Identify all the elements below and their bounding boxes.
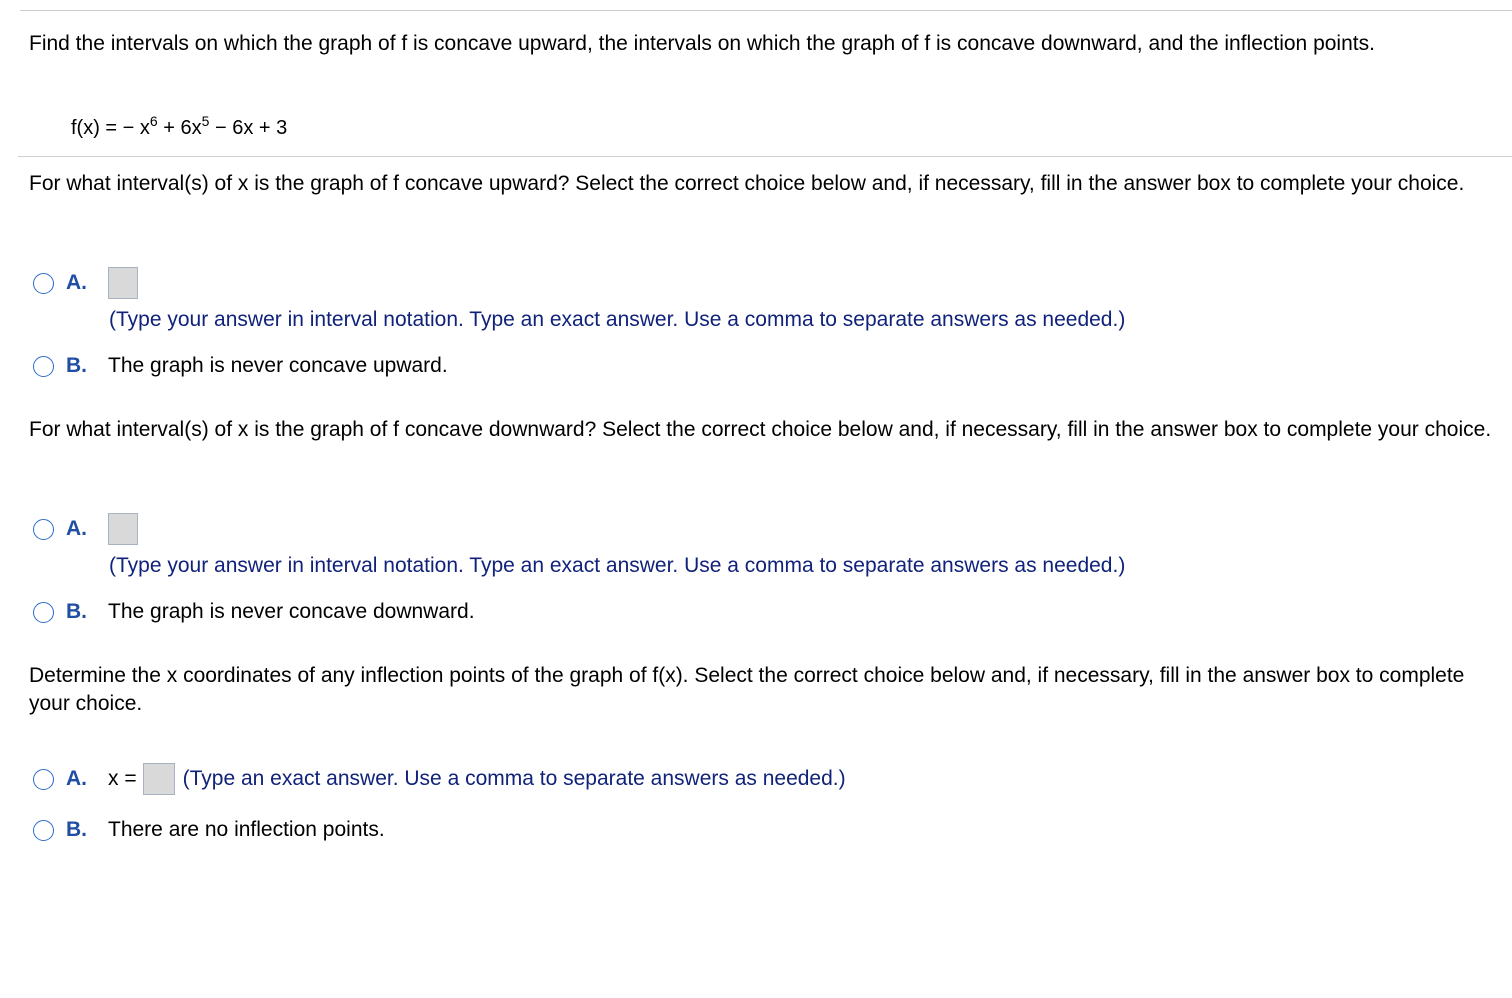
- q3-choice-a-letter: A.: [66, 767, 87, 790]
- q1-answer-box[interactable]: [108, 267, 138, 299]
- formula-term-3: − 6x + 3: [209, 117, 288, 139]
- question-concave-up: For what interval(s) of x is the graph of f concave upward? Select the correct choice below and, if necessary, fill in the answer box to complete your choice.: [29, 172, 1465, 195]
- section-divider: [18, 156, 1512, 157]
- q1-choice-b[interactable]: [33, 351, 448, 381]
- question-inflection-points: Determine the x coordinates of any inflection points of the graph of f(x). Select the correct choice below and, if necessary, fill in the answer box to complete your choice.: [29, 664, 1465, 715]
- q2-choice-a[interactable]: [33, 514, 138, 544]
- q3-answer-box[interactable]: [143, 763, 175, 795]
- q3-radio-b[interactable]: [33, 820, 54, 841]
- q2-choice-a-letter: A.: [66, 517, 87, 540]
- top-divider: [20, 10, 1512, 11]
- formula-term-1: − x: [122, 117, 150, 139]
- q3-radio-a[interactable]: [33, 769, 54, 790]
- q1-choice-a[interactable]: [33, 268, 138, 298]
- q2-choice-a-hint: (Type your answer in interval notation. Type an exact answer. Use a comma to separate answers as needed.): [109, 554, 1126, 577]
- q3-choice-b-letter: B.: [66, 818, 87, 841]
- function-formula: [71, 114, 287, 143]
- q2-choice-b-text: The graph is never concave downward.: [108, 600, 475, 623]
- q1-choice-b-letter: B.: [66, 354, 87, 377]
- q3-x-equals-label: x =: [108, 767, 137, 790]
- q1-choice-a-hint: (Type your answer in interval notation. Type an exact answer. Use a comma to separate answers as needed.): [109, 308, 1126, 331]
- q3-choice-b[interactable]: [33, 815, 385, 845]
- q2-radio-b[interactable]: [33, 602, 54, 623]
- q3-choice-a[interactable]: [33, 764, 846, 794]
- q2-choice-b[interactable]: [33, 597, 475, 627]
- question-concave-down: For what interval(s) of x is the graph of f concave downward? Select the correct choice below and, if necessary, fill in the answer box to complete your choice.: [29, 418, 1492, 441]
- q3-choice-a-hint: (Type an exact answer. Use a comma to separate answers as needed.): [182, 767, 846, 790]
- q1-choice-b-text: The graph is never concave upward.: [108, 354, 448, 377]
- q1-radio-a[interactable]: [33, 273, 54, 294]
- q2-choice-b-letter: B.: [66, 600, 87, 623]
- q3-choice-b-text: There are no inflection points.: [108, 818, 385, 841]
- q2-radio-a[interactable]: [33, 519, 54, 540]
- formula-exponent-1: 6: [149, 113, 158, 129]
- q1-choice-a-letter: A.: [66, 271, 87, 294]
- problem-instruction: Find the intervals on which the graph of f is concave upward, the intervals on which the graph of f is concave downward, and the inflection points.: [29, 32, 1375, 55]
- formula-lhs: f(x) =: [71, 117, 123, 139]
- formula-exponent-2: 5: [201, 113, 210, 129]
- formula-term-2: + 6x: [157, 117, 202, 139]
- q2-answer-box[interactable]: [108, 513, 138, 545]
- q1-radio-b[interactable]: [33, 356, 54, 377]
